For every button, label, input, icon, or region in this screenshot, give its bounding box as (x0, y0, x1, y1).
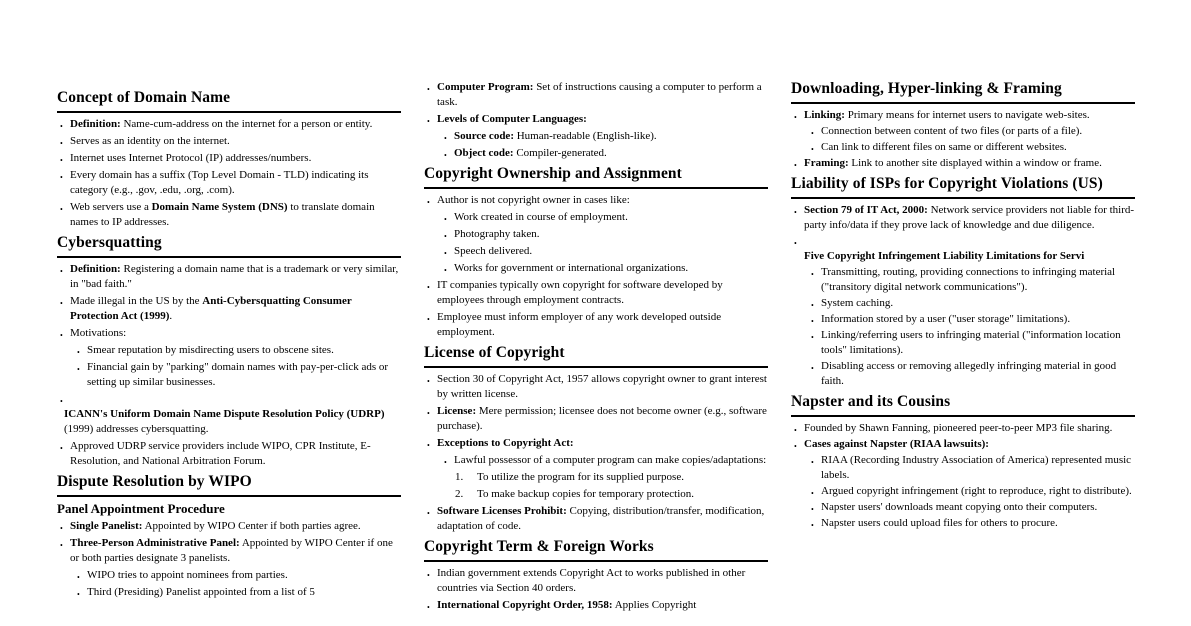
bold-text: Five Copyright Infringement Liability Limitations for Servi (804, 250, 1085, 262)
text-run: To make backup copies for temporary protection. (477, 488, 695, 500)
bold-text: Anti-Cybersquatting Consumer Protection Act (1999) (70, 295, 352, 322)
list-item (424, 310, 768, 340)
text-line (804, 437, 1135, 452)
section-heading: Dispute Resolution by WIPO (57, 473, 252, 490)
column-1 (57, 78, 401, 613)
text-line (70, 151, 401, 166)
list-item (424, 278, 768, 308)
list-item (424, 566, 768, 596)
text-run: Napster users' downloads meant copying onto their computers. (821, 501, 1098, 513)
text-run: Motivations: (70, 327, 127, 339)
bullet-icon: • (444, 215, 447, 224)
bold-text: Section 79 of IT Act, 2000: (804, 204, 928, 216)
list-item (424, 372, 768, 402)
text-run: Author is not copyright owner in cases like: (437, 194, 630, 206)
text-run: IT companies typically own copyright for software developed by employees through employment contracts. (437, 279, 723, 306)
list-item (791, 437, 1135, 452)
bullet-icon: • (811, 145, 814, 154)
bullet-icon: • (427, 85, 430, 94)
text-run: Approved UDRP service providers include WIPO, CPR Institute, E-Resolution, and National Arbitration Forum. (70, 440, 371, 467)
list-item (791, 234, 1135, 264)
text-run: Registering a domain name that is a trademark or very similar, in "bad faith." (70, 263, 399, 290)
list-item (791, 421, 1135, 436)
text-run: Indian government extends Copyright Act to works published in other countries via Section 40 orders. (437, 567, 746, 594)
text-line (437, 310, 768, 340)
text-run: Lawful possessor of a computer program can make copies/adaptations: (454, 454, 767, 466)
list-item (424, 404, 768, 434)
bullet-icon: • (60, 444, 63, 453)
text-run: Network service providers not liable for third-party info/data if they prove lack of knowledge and due diligence. (804, 204, 1135, 231)
bullet-icon: • (811, 364, 814, 373)
list-item (424, 244, 768, 259)
text-line (821, 296, 1135, 311)
text-run: Work created in course of employment. (454, 211, 628, 223)
text-run: Smear reputation by misdirecting users to obscene sites. (87, 344, 334, 356)
text-line (477, 470, 768, 485)
bullet-icon: • (77, 365, 80, 374)
text-run: To utilize the program for its supplied purpose. (477, 471, 684, 483)
bullet-icon: • (794, 426, 797, 435)
list-item (791, 265, 1135, 295)
bullet-icon: • (427, 509, 430, 518)
bullet-icon: • (77, 573, 80, 582)
bullet-icon: • (811, 521, 814, 530)
list-item (424, 487, 768, 502)
text-line (64, 407, 401, 422)
text-line (87, 585, 401, 600)
text-run: (1999) addresses cybersquatting. (64, 423, 209, 435)
text-run: Appointed by WIPO Center if both parties agree. (142, 520, 361, 532)
bullet-icon: • (60, 156, 63, 165)
text-run: Transmitting, routing, providing connections to infringing material ("transitory digital network communications"). (821, 266, 1116, 293)
text-line (804, 234, 1135, 249)
text-line (804, 108, 1135, 123)
list-item (57, 439, 401, 469)
text-line (70, 294, 401, 324)
text-line (804, 156, 1135, 171)
bullet-icon: • (427, 571, 430, 580)
text-run: Employee must inform employer of any work developed outside employment. (437, 311, 722, 338)
bold-text: Definition: (70, 263, 121, 275)
list-item (57, 262, 401, 292)
list-item (57, 536, 401, 566)
list-item (57, 585, 401, 600)
text-run: Mere permission; licensee does not become owner (e.g., software purchase). (437, 405, 767, 432)
bold-text: Computer Program: (437, 81, 534, 93)
bullet-icon: • (444, 266, 447, 275)
text-line (804, 421, 1135, 436)
section-heading: Copyright Ownership and Assignment (424, 165, 682, 182)
text-line (454, 146, 768, 161)
bullet-icon: • (444, 458, 447, 467)
list-item (791, 500, 1135, 515)
bullet-icon: • (444, 232, 447, 241)
text-run: Appointed by WIPO Center if one or both parties designate 3 panelists. (70, 537, 393, 564)
list-item (57, 326, 401, 341)
bullet-icon: • (427, 603, 430, 612)
section-heading: Concept of Domain Name (57, 89, 231, 106)
section-heading: Cybersquatting (57, 234, 162, 251)
text-line (454, 210, 768, 225)
text-line (87, 360, 401, 390)
text-line (821, 484, 1135, 499)
bullet-icon: • (427, 315, 430, 324)
bold-text: Exceptions to Copyright Act: (437, 437, 574, 449)
text-run: Internet uses Internet Protocol (IP) addresses/numbers. (70, 152, 312, 164)
list-item (57, 343, 401, 358)
list-item (424, 112, 768, 127)
text-line (87, 568, 401, 583)
list-item (791, 516, 1135, 531)
list-item (57, 360, 401, 390)
heading-rule (57, 111, 401, 113)
text-line (821, 453, 1135, 483)
list-item (791, 453, 1135, 483)
list-item (791, 359, 1135, 389)
list-item (424, 193, 768, 208)
text-line (821, 359, 1135, 389)
text-line (804, 203, 1135, 233)
text-run: Every domain has a suffix (Top Level Domain - TLD) indicating its category (e.g., .gov, .edu, .org, .com). (70, 169, 369, 196)
text-run: WIPO tries to appoint nominees from parties. (87, 569, 288, 581)
text-line (70, 262, 401, 292)
heading-rule (424, 560, 768, 562)
text-run: Serves as an identity on the internet. (70, 135, 230, 147)
section-heading: License of Copyright (424, 344, 565, 361)
bold-text: Source code: (454, 130, 514, 142)
list-item (57, 168, 401, 198)
bullet-icon: • (444, 249, 447, 258)
text-run: Link to another site displayed within a window or frame. (848, 157, 1102, 169)
list-item (791, 108, 1135, 123)
list-item (424, 227, 768, 242)
list-item (424, 129, 768, 144)
bullet-icon: • (794, 208, 797, 217)
text-run: Napster users could upload files for others to procure. (821, 517, 1058, 529)
bullet-icon: • (811, 301, 814, 310)
list-item (57, 519, 401, 534)
text-line (70, 439, 401, 469)
text-line (821, 140, 1135, 155)
text-line (64, 392, 401, 407)
list-item (791, 124, 1135, 139)
column-2 (424, 78, 768, 613)
bullet-icon: • (60, 331, 63, 340)
bullet-icon: • (60, 299, 63, 308)
text-line (821, 500, 1135, 515)
bullet-icon: • (811, 270, 814, 279)
text-run: Connection between content of two files (or parts of a file). (821, 125, 1083, 137)
text-line (70, 326, 401, 341)
bullet-icon: • (427, 117, 430, 126)
text-run: System caching. (821, 297, 894, 309)
text-run: Made illegal in the US by the (70, 295, 203, 307)
bold-text: Definition: (70, 118, 121, 130)
text-line (437, 80, 768, 110)
text-run: Section 30 of Copyright Act, 1957 allows copyright owner to grant interest by written license. (437, 373, 767, 400)
text-line (454, 261, 768, 276)
bullet-icon: • (60, 139, 63, 148)
text-line (70, 134, 401, 149)
list-item (57, 117, 401, 132)
text-line (437, 278, 768, 308)
text-run: Financial gain by "parking" domain names with pay-per-click ads or setting up similar businesses. (87, 361, 389, 388)
text-run: Can link to different files on same or different websites. (821, 141, 1067, 153)
text-line (437, 193, 768, 208)
text-line (70, 168, 401, 198)
bullet-icon: • (811, 489, 814, 498)
list-item (424, 436, 768, 451)
text-run: Argued copyright infringement (right to reproduce, right to distribute). (821, 485, 1132, 497)
bullet-icon: • (794, 239, 797, 248)
list-item (791, 140, 1135, 155)
bold-text: Cases against Napster (RIAA lawsuits): (804, 438, 989, 450)
list-item (424, 453, 768, 468)
text-line (437, 566, 768, 596)
list-item (791, 328, 1135, 358)
list-item (424, 261, 768, 276)
text-line (437, 436, 768, 451)
heading-rule (57, 256, 401, 258)
list-item (791, 484, 1135, 499)
text-line (454, 129, 768, 144)
text-run: Human-readable (English-like). (513, 130, 657, 142)
section-heading: Liability of ISPs for Copyright Violations (US) (791, 175, 1103, 192)
text-run: Speech delivered. (454, 245, 533, 257)
bullet-icon: • (794, 442, 797, 451)
text-line (437, 372, 768, 402)
text-line (821, 265, 1135, 295)
bullet-icon: • (427, 198, 430, 207)
text-run: Compiler-generated. (513, 147, 607, 159)
list-item (791, 312, 1135, 327)
list-item (57, 294, 401, 324)
bullet-icon: • (811, 458, 814, 467)
text-run: Primary means for internet users to navigate web-sites. (844, 109, 1090, 121)
text-line (821, 328, 1135, 358)
text-run: to translate domain names to IP addresses. (70, 201, 375, 228)
heading-rule (424, 366, 768, 368)
text-line (821, 516, 1135, 531)
bullet-icon: • (60, 122, 63, 131)
bullet-icon: • (794, 161, 797, 170)
bullet-icon: • (77, 348, 80, 357)
bold-text: Domain Name System (DNS) (151, 201, 288, 213)
text-run: Information stored by a user ("user storage" limitations). (821, 313, 1071, 325)
list-item (57, 134, 401, 149)
list-item (791, 156, 1135, 171)
text-line (437, 504, 768, 534)
bullet-icon: • (811, 317, 814, 326)
bold-text: Linking: (804, 109, 845, 121)
bold-text: ICANN's Uniform Domain Name Dispute Resolution Policy (UDRP) (64, 408, 385, 420)
text-run: Third (Presiding) Panelist appointed from a list of 5 (87, 586, 315, 598)
list-item (424, 80, 768, 110)
text-run: Disabling access or removing allegedly infringing material in good faith. (821, 360, 1117, 387)
number-label: 1. (455, 471, 464, 483)
subsection-heading: Panel Appointment Procedure (57, 501, 225, 516)
text-run: RIAA (Recording Industry Association of America) represented music labels. (821, 454, 1132, 481)
bullet-icon: • (427, 283, 430, 292)
text-line (70, 200, 401, 230)
text-line (70, 519, 401, 534)
bold-text: Framing: (804, 157, 849, 169)
list-item (424, 210, 768, 225)
bullet-icon: • (794, 113, 797, 122)
heading-rule (57, 495, 401, 497)
text-line (70, 536, 401, 566)
text-line (437, 404, 768, 434)
bullet-icon: • (60, 397, 63, 406)
bullet-icon: • (60, 205, 63, 214)
text-line (70, 117, 401, 132)
list-item (57, 200, 401, 230)
heading-rule (424, 187, 768, 189)
bullet-icon: • (444, 151, 447, 160)
text-line (437, 598, 768, 613)
text-line (477, 487, 768, 502)
bullet-icon: • (60, 267, 63, 276)
bold-text: Three-Person Administrative Panel: (70, 537, 240, 549)
list-item (424, 146, 768, 161)
list-item (57, 392, 401, 437)
text-run: Founded by Shawn Fanning, pioneered peer-to-peer MP3 file sharing. (804, 422, 1113, 434)
bullet-icon: • (811, 505, 814, 514)
heading-rule (791, 415, 1135, 417)
bullet-icon: • (811, 333, 814, 342)
text-run: Linking/referring users to infringing material ("information location tools" limitations). (821, 329, 1121, 356)
heading-rule (791, 102, 1135, 104)
text-run: . (169, 310, 173, 322)
text-line (87, 343, 401, 358)
bold-text: License: (437, 405, 477, 417)
text-run: Works for government or international organizations. (454, 262, 689, 274)
column-3 (791, 78, 1135, 613)
list-item (424, 504, 768, 534)
text-run: Applies Copyright (612, 599, 697, 611)
bullet-icon: • (427, 377, 430, 386)
text-line (454, 453, 768, 468)
bullet-icon: • (60, 541, 63, 550)
bullet-icon: • (811, 129, 814, 138)
text-run: Set of instructions causing a computer to perform a task. (437, 81, 762, 108)
text-line (454, 244, 768, 259)
bullet-icon: • (427, 441, 430, 450)
text-run: Web servers use a (70, 201, 152, 213)
heading-rule (791, 197, 1135, 199)
text-line (437, 112, 768, 127)
section-heading: Downloading, Hyper-linking & Framing (791, 80, 1062, 97)
text-line (64, 422, 401, 437)
list-item (57, 151, 401, 166)
list-item (424, 470, 768, 485)
list-item (424, 598, 768, 613)
number-label: 2. (455, 488, 464, 500)
bold-text: International Copyright Order, 1958: (437, 599, 613, 611)
bold-text: Levels of Computer Languages: (437, 113, 587, 125)
section-heading: Napster and its Cousins (791, 393, 951, 410)
bullet-icon: • (60, 173, 63, 182)
section-heading: Copyright Term & Foreign Works (424, 538, 654, 555)
bold-text: Single Panelist: (70, 520, 143, 532)
list-item (791, 296, 1135, 311)
list-item (57, 568, 401, 583)
text-run: Name-cum-address on the internet for a person or entity. (120, 118, 373, 130)
text-run: Photography taken. (454, 228, 540, 240)
text-line (804, 249, 1135, 264)
bullet-icon: • (60, 524, 63, 533)
bold-text: Object code: (454, 147, 514, 159)
list-item (791, 203, 1135, 233)
bold-text: Software Licenses Prohibit: (437, 505, 567, 517)
bullet-icon: • (77, 590, 80, 599)
text-line (821, 124, 1135, 139)
bullet-icon: • (427, 409, 430, 418)
text-line (821, 312, 1135, 327)
text-line (454, 227, 768, 242)
bullet-icon: • (444, 134, 447, 143)
text-run: Copying, distribution/transfer, modification, adaptation of code. (437, 505, 765, 532)
